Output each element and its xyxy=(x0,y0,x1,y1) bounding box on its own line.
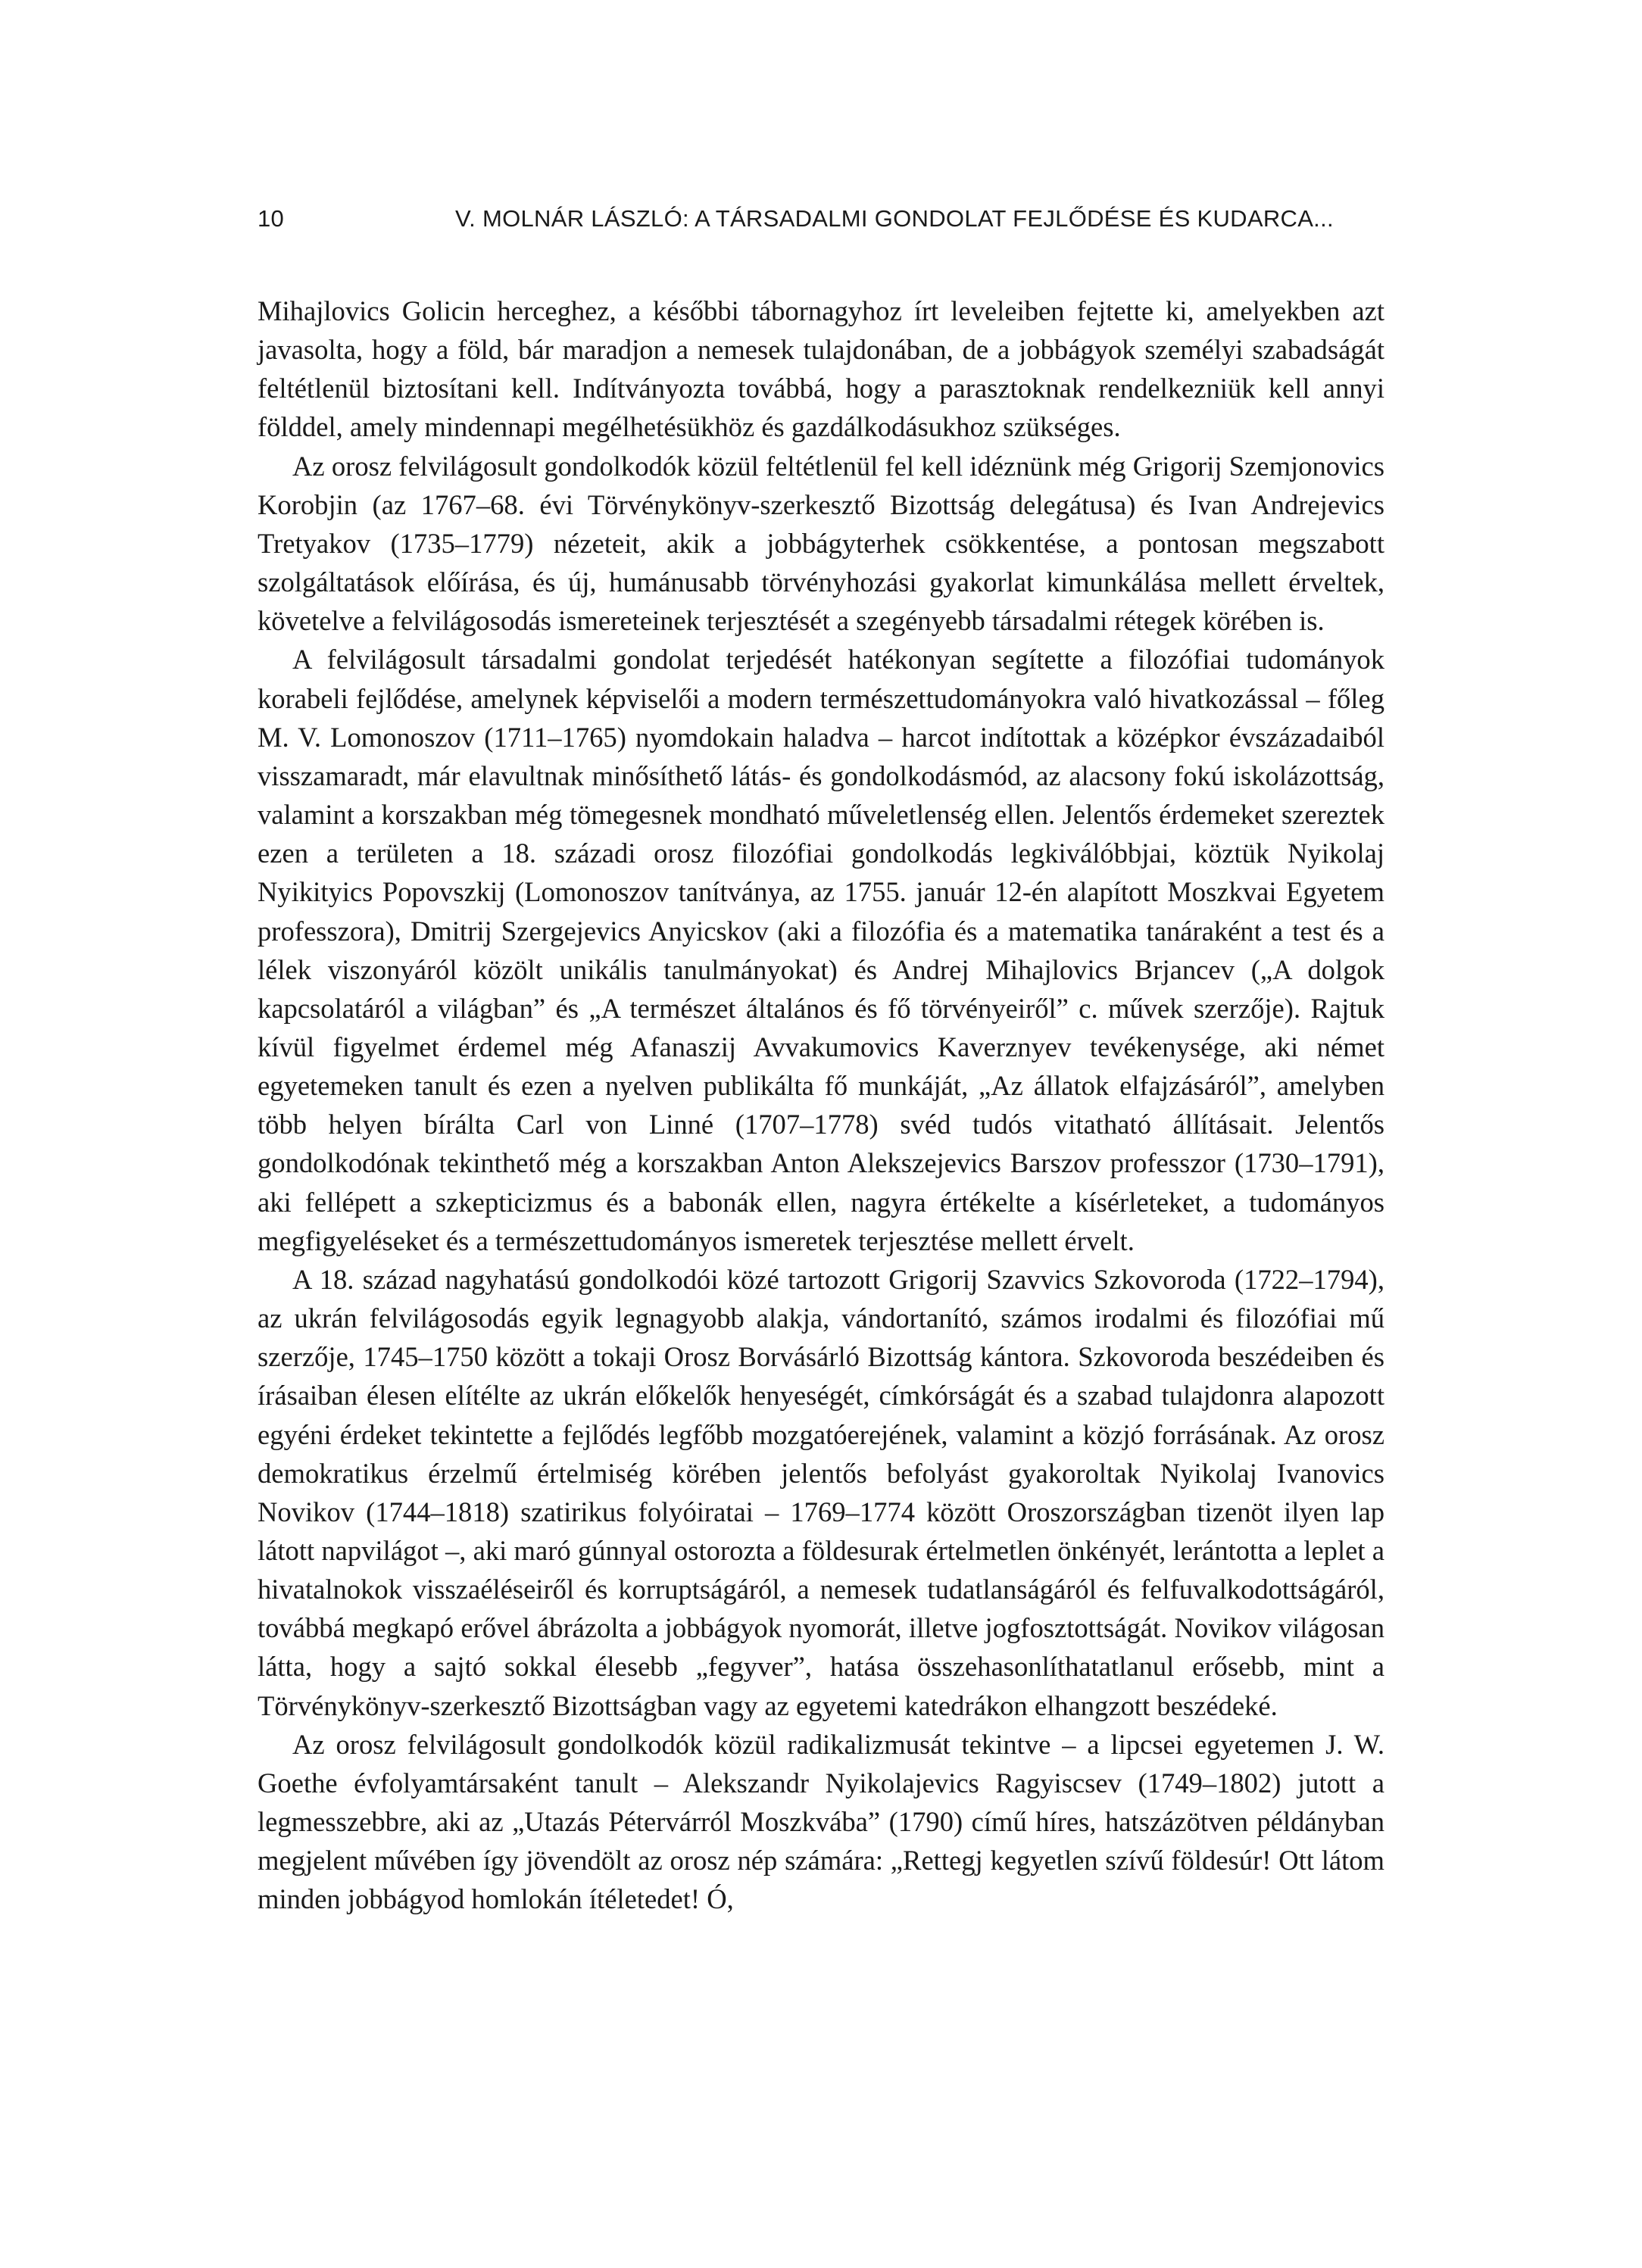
running-title: V. MOLNÁR LÁSZLÓ: A TÁRSADALMI GONDOLAT FEJLŐDÉSE ÉS KUDARCA... xyxy=(455,205,1334,232)
paragraph: A felvilágosult társadalmi gondolat terjedését hatékonyan segítette a filozófiai tudományok korabeli fejlődése, amelynek képviselői a modern természettudományokra való hivatkozással – főleg M. V. Lomonoszov (1711–1765) nyomdokain haladva – harcot indítottak a középkor évszázadaiból visszamaradt, már elavultnak minősíthető látás- és gondolkodásmód, az alacsony fokú iskolázottság, valamint a korszakban még tömegesnek mondható műveletlenség ellen. Jelentős érdemeket szereztek ezen a területen a 18. századi orosz filozófiai gondolkodás legkiválóbbjai, köztük Nyikolaj Nyikityics Popovszkij (Lomonoszov tanítványa, az 1755. január 12-én alapított Moszkvai Egyetem professzora), Dmitrij Szergejevics Anyicskov (aki a filozófia és a matematika tanáraként a test és a lélek viszonyáról közölt unikális tanulmányokat) és Andrej Mihajlovics Brjancev („A dolgok kapcsolatáról a világban” és „A természet általános és fő törvényeiről” c. művek szerzője). Rajtuk kívül figyelmet érdemel még Afanaszij Avvakumovics Kaverznyev tevékenysége, aki német egyetemeken tanult és ezen a nyelven publikálta fő munkáját, „Az állatok elfajzásáról”, amelyben több helyen bírálta Carl von Linné (1707–1778) svéd tudós vitatható állításait. Jelentős gondolkodónak tekinthető még a korszakban Anton Alekszejevics Barszov professzor (1730–1791), aki fellépett a szkepticizmus és a babonák ellen, nagyra értékelte a kísérleteket, a tudományos megfigyeléseket és a természettudományos ismeretek terjesztése mellett érvelt. xyxy=(258,644,1384,1256)
paragraph: Az orosz felvilágosult gondolkodók közül feltétlenül fel kell idéznünk még Grigorij Szemjonovics Korobjin (az 1767–68. évi Törvénykönyv-szerkesztő Bizottság delegátusa) és Ivan Andrejevics Tretyakov (1735–1779) nézeteit, akik a jobbágyterhek csökkentése, a pontosan megszabott szolgáltatások előírása, és új, humánusabb törvényhozási gyakorlat kimunkálása mellett érveltek, követelve a felvilágosodás ismereteinek terjesztését a szegényebb társadalmi rétegek körében is. xyxy=(258,450,1384,637)
paragraph: A 18. század nagyhatású gondolkodói közé tartozott Grigorij Szavvics Szkovoroda (1722–1794), az ukrán felvilágosodás egyik legnagyobb alakja, vándortanító, számos irodalmi és filozófiai mű szerzője, 1745–1750 között a tokaji Orosz Borvásárló Bizottság kántora. Szkovoroda beszédeiben és írásaiban élesen elítélte az ukrán előkelők henyeségét, címkórságát és a szabad tulajdonra alapozott egyéni érdeket tekintette a fejlődés legfőbb mozgatóerejének, valamint a közjó forrásának. Az orosz demokratikus érzelmű értelmiség körében jelentős befolyást gyakoroltak Nyikolaj Ivanovics Novikov (1744–1818) szatirikus folyóiratai – 1769–1774 között Oroszországban tizenöt ilyen lap látott napvilágot –, aki maró gúnnyal ostorozta a földesurak értelmetlen önkényét, lerántotta a leplet a hivatalnokok visszaéléseiről és korruptságáról, a nemesek tudatlanságáról és felfuvalkodottságáról, továbbá megkapó erővel ábrázolta a jobbágyok nyomorát, illetve jogfosztottságát. Novikov világosan látta, hogy a sajtó sokkal élesebb „fegyver”, hatása összehasonlíthatatlanul erősebb, mint a Törvénykönyv-szerkesztő Bizottságban vagy az egyetemi katedrákon elhangzott beszédeké. xyxy=(258,1263,1384,1721)
running-header xyxy=(258,193,1384,239)
paragraph: Az orosz felvilágosult gondolkodók közül radikalizmusát tekintve – a lipcsei egyetemen J. W. Goethe évfolyamtársaként tanult – Alekszandr Nyikolajevics Ragyiscsev (1749–1802) jutott a legmesszebbre, aki az „Utazás Pétervárról Moszkvába” (1790) című híres, hatszázötven példányban megjelent művében így jövendölt az orosz nép számára: „Rettegj kegyetlen szívű földesúr! Ott látom minden jobbágyod homlokán ítéletedet! Ó, xyxy=(258,1728,1384,1915)
page-number: 10 xyxy=(258,205,285,232)
body-text xyxy=(258,292,1384,1919)
document-page xyxy=(258,193,1384,1915)
paragraph: Mihajlovics Golicin herceghez, a későbbi tábornagyhoz írt leveleiben fejtette ki, amelyekben azt javasolta, hogy a föld, bár maradjon a nemesek tulajdonában, de a jobbágyok személyi szabadságát feltétlenül biztosítani kell. Indítványozta továbbá, hogy a parasztoknak rendelkezniük kell annyi földdel, amely mindennapi megélhetésükhöz és gazdálkodásukhoz szükséges. xyxy=(258,295,1384,443)
